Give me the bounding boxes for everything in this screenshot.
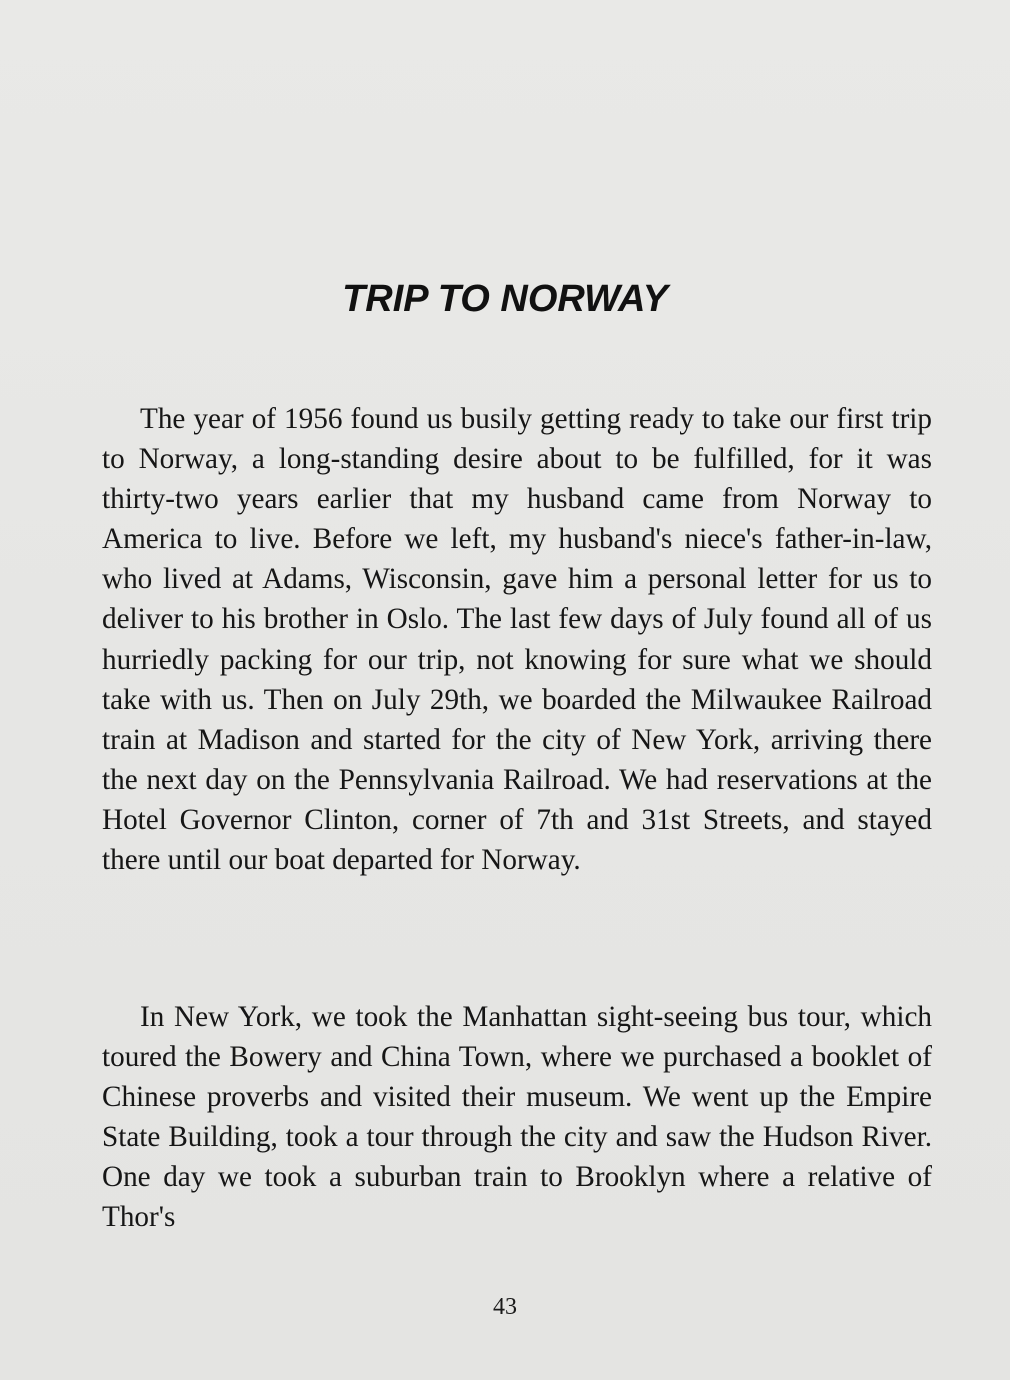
paragraph-2: In New York, we took the Manhattan sight-seeing bus tour, which toured the Bowery and China Town, where we purchased a booklet of Chinese proverbs and visited their museum. We went up the Empire State Building, took a tour through the city and saw the Hudson River. One day we took a suburban train to Brooklyn where a relative of Thor's <box>102 1001 932 1234</box>
chapter-title: TRIP TO NORWAY <box>342 278 668 320</box>
page-number: 43 <box>493 1294 517 1320</box>
paragraph-1: The year of 1956 found us busily getting ready to take our first trip to Norway, a long-standing desire about to be fulfilled, for it was thirty-two years earlier that my husband came from Norway to America to live. Before we left, my husband's niece's father-in-law, who lived at Adams, Wisconsin, gave him a personal letter for us to deliver to his brother in Oslo. The last few days of July found all of us hurriedly packing for our trip, not knowing for sure what we should take with us. Then on July 29th, we boarded the Milwaukee Railroad train at Madison and started for the city of New York, arriving there the next day on the Pennsylvania Railroad. We had reservations at the Hotel Governor Clinton, corner of 7th and 31st Streets, and stayed there until our boat departed for Norway. <box>102 403 932 877</box>
